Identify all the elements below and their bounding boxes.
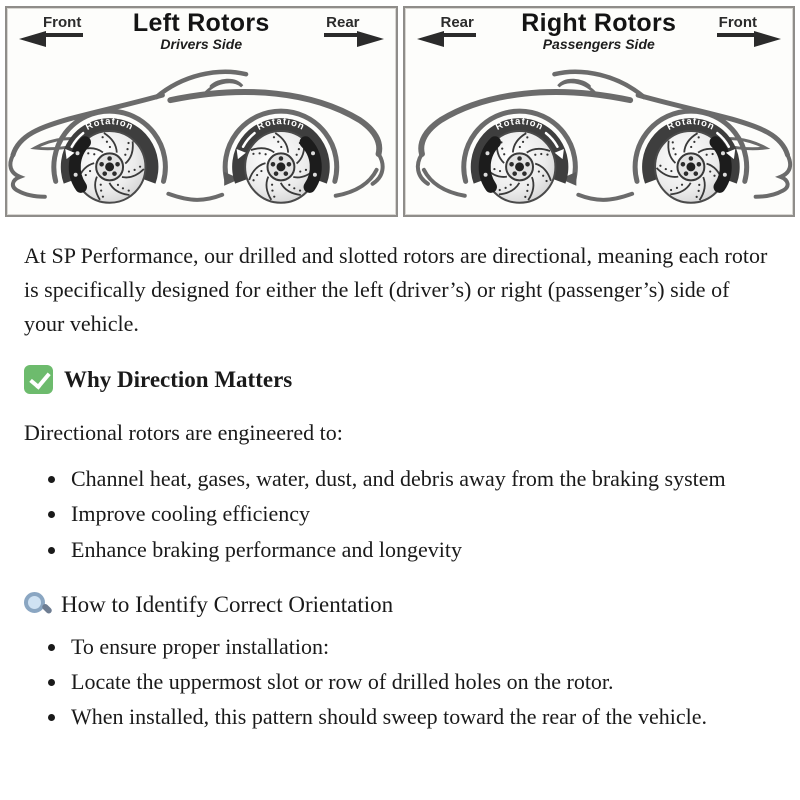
right-panel-header [405, 8, 794, 55]
list-item: • Enhance braking performance and longevity [68, 533, 772, 567]
list-item: • When installed, this pattern should sweep toward the rear of the vehicle. [68, 700, 772, 734]
list-item: • Improve cooling efficiency [68, 497, 772, 531]
panel-title: Right Rotors [521, 9, 677, 37]
panel-subtitle: Passengers Side [542, 35, 655, 52]
rear-direction-indicator [324, 15, 383, 37]
direction-label: Rear [324, 15, 361, 37]
arrow-right-icon [754, 31, 781, 47]
svg-text:Rotation: Rotation [493, 116, 545, 133]
list-item: • To ensure proper installation: [68, 630, 772, 664]
right-rotors-panel [403, 6, 796, 217]
list-item: • Locate the uppermost slot or row of drilled holes on the rotor. [68, 665, 772, 699]
left-panel-header [7, 8, 396, 55]
direction-label: Rear [439, 15, 476, 37]
list-item: • Channel heat, gases, water, dust, and debris away from the braking system [68, 462, 772, 496]
benefits-list [24, 462, 772, 566]
panel-title: Left Rotors [132, 9, 270, 37]
panel-subtitle: Drivers Side [160, 35, 243, 52]
svg-text:Rotation: Rotation [255, 116, 307, 133]
orientation-list [24, 630, 772, 734]
section-title: Why Direction Matters [64, 366, 293, 392]
section-heading-why-direction-matters [24, 365, 772, 394]
right-car-illustration [405, 55, 794, 215]
section-heading-identify-orientation [24, 591, 772, 619]
direction-label: Front [717, 15, 759, 37]
svg-text:Rotation: Rotation [83, 116, 136, 133]
direction-label: Front [41, 15, 83, 37]
arrow-right-icon [357, 31, 384, 47]
rotor-direction-diagram [0, 0, 800, 217]
article-body [0, 217, 800, 735]
section-lead: Directional rotors are engineered to: [24, 420, 343, 446]
left-car-illustration [7, 55, 396, 215]
check-mark-icon [24, 365, 53, 394]
magnifying-glass-icon [24, 591, 50, 617]
intro-paragraph: At SP Performance, our drilled and slotted rotors are directional, meaning each rotor is specifically designed for either the left (driver’s) or right (passenger’s) side of your vehicle. [24, 243, 768, 337]
section-title: How to Identify Correct Orientation [61, 591, 394, 617]
svg-text:Rotation: Rotation [664, 116, 717, 133]
front-direction-indicator [717, 15, 781, 37]
left-rotors-panel [5, 6, 398, 217]
